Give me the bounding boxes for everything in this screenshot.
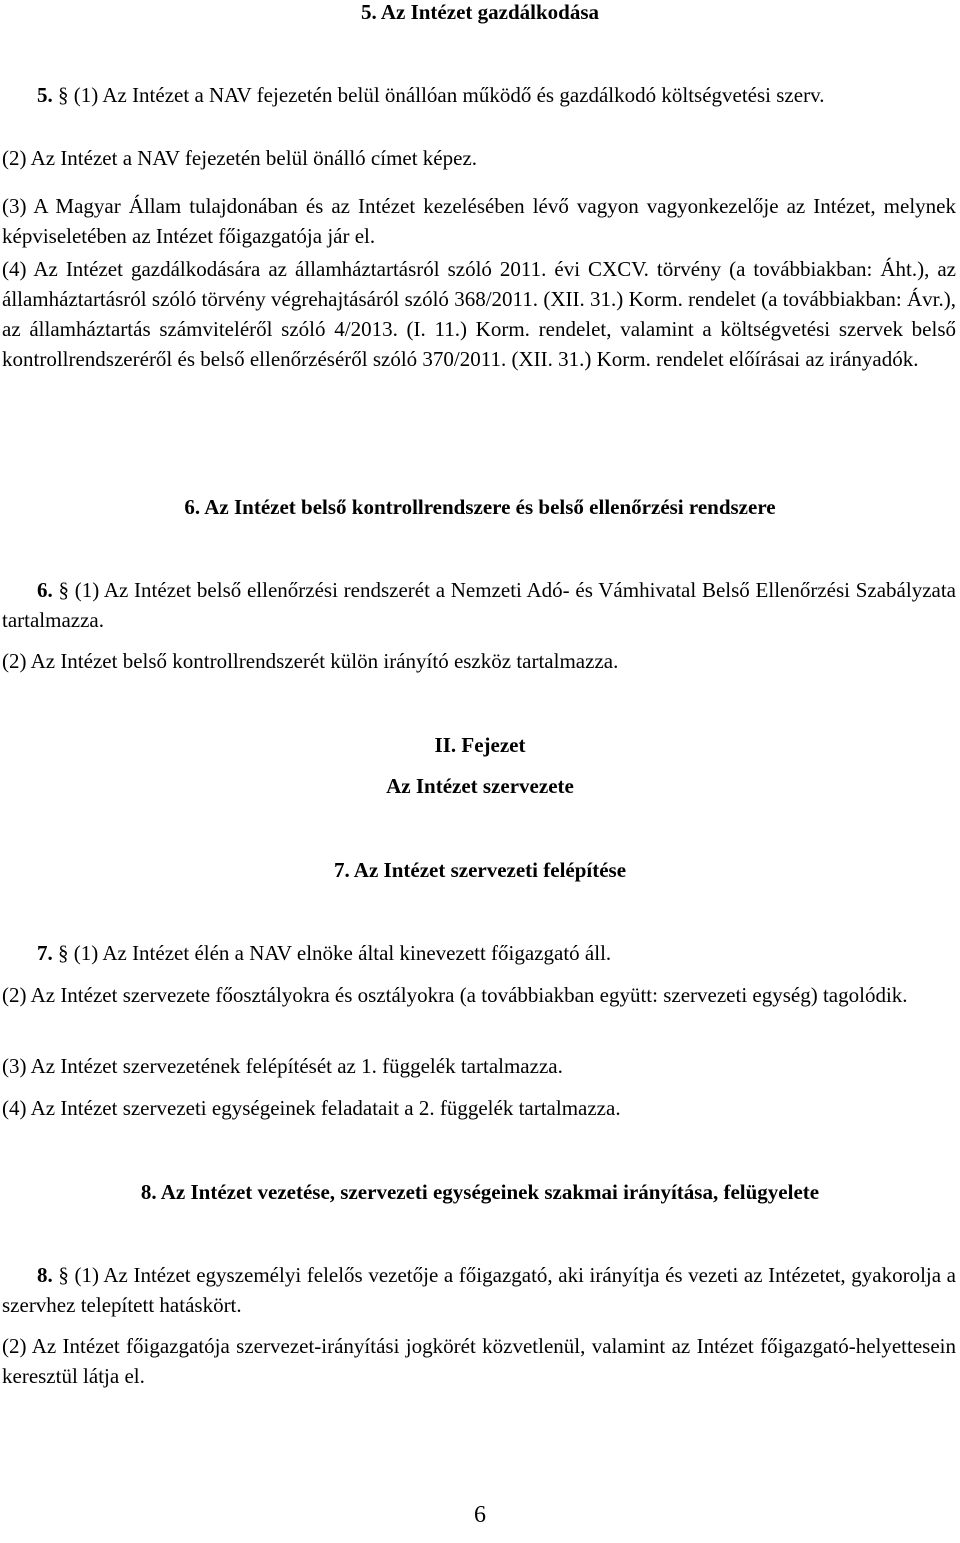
section-6-number: 6. [37, 578, 53, 602]
section-5-paragraph-1 [2, 80, 956, 110]
section-8-paragraph-2: (2) Az Intézet főigazgatója szervezet-irányítási jogkörét közvetlenül, valamint az Intézet főigazgató-helyettesein keresztül látja el. [2, 1334, 956, 1388]
section-5-paragraph-2: (2) Az Intézet a NAV fejezetén belül önálló címet képez. [2, 146, 478, 170]
section-8-paragraph-1-text: § (1) Az Intézet egyszemélyi felelős vezetője a főigazgató, aki irányítja és vezeti az Intézetet, gyakorolja a szervhez telepített hatáskört. [2, 1263, 957, 1317]
page-number: 6 [474, 1502, 486, 1528]
section-5-paragraph-4: (4) Az Intézet gazdálkodására az államháztartásról szóló 2011. évi CXCV. törvény (a továbbiakban: Áht.), az államháztartásról szóló törvény végrehajtásáról szóló 368/2011. (XII. 31.) Korm. rendelet (a továbbiakban: Ávr.), az államháztartás számviteléről szóló 4/2013. (I. 11.) Korm. rendelet, valamint a költségvetési szervek belső kontrollrendszeréről és belső ellenőrzéséről szóló 370/2011. (XII. 31.) Korm. rendelet előírásai az irányadók. [2, 257, 956, 371]
section-7-number: 7. [37, 941, 53, 965]
heading-section-6: 6. Az Intézet belső kontrollrendszere és belső ellenőrzési rendszere [184, 495, 776, 519]
section-6-paragraph-1 [2, 575, 956, 635]
section-7-paragraph-1 [2, 938, 956, 968]
heading-section-5: 5. Az Intézet gazdálkodása [361, 0, 599, 24]
section-5-number: 5. [37, 83, 53, 107]
section-7-paragraph-3: (3) Az Intézet szervezetének felépítését az 1. függelék tartalmazza. [2, 1054, 563, 1078]
chapter-title: Az Intézet szervezete [386, 774, 574, 798]
section-7-paragraph-2: (2) Az Intézet szervezete főosztályokra és osztályokra (a továbbiakban együtt: szervezeti egység) tagolódik. [2, 983, 908, 1007]
section-8-paragraph-1 [2, 1260, 956, 1320]
section-7-paragraph-1-text: § (1) Az Intézet élén a NAV elnöke által kinevezett főigazgató áll. [58, 941, 612, 965]
heading-section-8: 8. Az Intézet vezetése, szervezeti egységeinek szakmai irányítása, felügyelete [140, 1180, 820, 1204]
section-5-paragraph-1-text: § (1) Az Intézet a NAV fejezetén belül önállóan működő és gazdálkodó költségvetési szerv. [58, 83, 825, 107]
section-6-paragraph-2: (2) Az Intézet belső kontrollrendszerét külön irányító eszköz tartalmazza. [2, 649, 619, 673]
section-6-paragraph-1-text: § (1) Az Intézet belső ellenőrzési rendszerét a Nemzeti Adó- és Vámhivatal Belső Ellenőrzési Szabályzata tartalmazza. [2, 578, 957, 632]
chapter-number: II. Fejezet [434, 733, 526, 757]
heading-section-7: 7. Az Intézet szervezeti felépítése [333, 858, 627, 882]
section-7-paragraph-4: (4) Az Intézet szervezeti egységeinek feladatait a 2. függelék tartalmazza. [2, 1096, 621, 1120]
section-5-paragraph-3: (3) A Magyar Állam tulajdonában és az Intézet kezelésében lévő vagyon vagyonkezelője az Intézet, melynek képviseletében az Intézet főigazgatója jár el. [2, 194, 956, 248]
section-8-number: 8. [37, 1263, 53, 1287]
